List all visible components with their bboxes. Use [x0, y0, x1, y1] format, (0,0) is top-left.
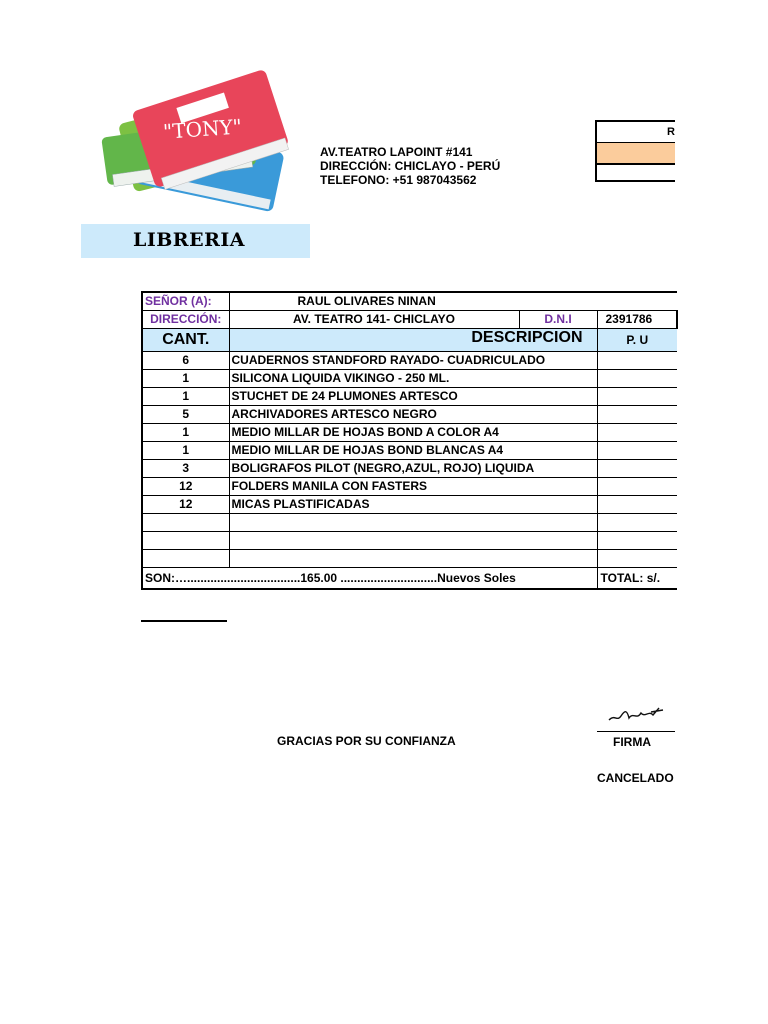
receipt-number-box	[595, 120, 675, 182]
item-description: MEDIO MILLAR DE HOJAS BOND A COLOR A4	[229, 423, 597, 441]
item-unit-price	[597, 441, 677, 459]
logo-brand-text: "TONY"	[162, 114, 243, 144]
item-row	[142, 441, 677, 459]
item-unit-price	[597, 477, 677, 495]
item-unit-price	[597, 549, 677, 567]
thanks-message: GRACIAS POR SU CONFIANZA	[277, 734, 456, 748]
item-row	[142, 495, 677, 513]
item-unit-price	[597, 459, 677, 477]
item-description	[229, 549, 597, 567]
customer-name-value: RAUL OLIVARES NINAN	[229, 292, 677, 310]
store-address	[320, 145, 500, 187]
item-description	[229, 531, 597, 549]
item-qty: 5	[142, 405, 229, 423]
item-qty: 6	[142, 351, 229, 369]
item-unit-price	[597, 405, 677, 423]
amount-in-words: SON:…..................................165.00 .............................Nuevos Soles	[142, 567, 597, 589]
col-header-description: DESCRIPCION	[229, 328, 597, 351]
item-description: CUADERNOS STANDFORD RAYADO- CUADRICULADO	[229, 351, 597, 369]
item-qty: 3	[142, 459, 229, 477]
item-row	[142, 531, 677, 549]
item-qty: 1	[142, 423, 229, 441]
item-unit-price	[597, 513, 677, 531]
item-row	[142, 369, 677, 387]
item-unit-price	[597, 423, 677, 441]
item-qty	[142, 513, 229, 531]
item-row	[142, 549, 677, 567]
item-unit-price	[597, 351, 677, 369]
item-description: MEDIO MILLAR DE HOJAS BOND BLANCAS A4	[229, 441, 597, 459]
address-line-3: TELEFONO: +51 987043562	[320, 173, 477, 187]
address-line-1: AV.TEATRO LAPOINT #141	[320, 145, 473, 159]
dni-label: D.N.I	[519, 310, 597, 328]
address-line-2: DIRECCIÓN: CHICLAYO - PERÚ	[320, 159, 501, 173]
item-description: SILICONA LIQUIDA VIKINGO - 250 ML.	[229, 369, 597, 387]
item-unit-price	[597, 495, 677, 513]
item-qty	[142, 531, 229, 549]
item-qty: 12	[142, 477, 229, 495]
col-header-unit-price: P. U	[597, 328, 677, 351]
item-row	[142, 387, 677, 405]
column-header-row	[142, 328, 677, 351]
item-description: MICAS PLASTIFICADAS	[229, 495, 597, 513]
item-description: STUCHET DE 24 PLUMONES ARTESCO	[229, 387, 597, 405]
item-row	[142, 513, 677, 531]
item-description: ARCHIVADORES ARTESCO NEGRO	[229, 405, 597, 423]
col-header-qty: CANT.	[142, 328, 229, 351]
item-row	[142, 423, 677, 441]
item-qty: 1	[142, 441, 229, 459]
books-logo-icon	[98, 66, 298, 222]
customer-name-row	[142, 292, 677, 310]
item-unit-price	[597, 531, 677, 549]
item-row	[142, 351, 677, 369]
invoice-table	[141, 291, 678, 590]
customer-address-row	[142, 310, 677, 328]
item-qty: 1	[142, 369, 229, 387]
total-label: TOTAL: s/.	[597, 567, 677, 589]
customer-address-label: DIRECCIÓN:	[142, 310, 229, 328]
payment-status: CANCELADO	[597, 771, 674, 785]
item-row	[142, 405, 677, 423]
signature-line	[597, 731, 675, 732]
dni-value: 2391786	[597, 310, 677, 328]
customer-name-label: SEÑOR (A):	[142, 292, 229, 310]
item-qty: 12	[142, 495, 229, 513]
signature-label: FIRMA	[613, 735, 651, 749]
item-unit-price	[597, 387, 677, 405]
item-row	[142, 459, 677, 477]
son-underline	[141, 620, 227, 622]
item-description: FOLDERS MANILA CON FASTERS	[229, 477, 597, 495]
item-qty: 1	[142, 387, 229, 405]
item-qty	[142, 549, 229, 567]
item-row	[142, 477, 677, 495]
total-row	[142, 567, 677, 589]
libreria-label: LIBRERIA	[133, 229, 245, 251]
receipt-box-fill	[597, 143, 675, 165]
signature-icon	[607, 700, 667, 726]
item-description: BOLIGRAFOS PILOT (NEGRO,AZUL, ROJO) LIQUIDA	[229, 459, 597, 477]
item-description	[229, 513, 597, 531]
customer-address-value: AV. TEATRO 141- CHICLAYO	[229, 310, 519, 328]
receipt-box-label: R	[597, 122, 675, 143]
item-unit-price	[597, 369, 677, 387]
